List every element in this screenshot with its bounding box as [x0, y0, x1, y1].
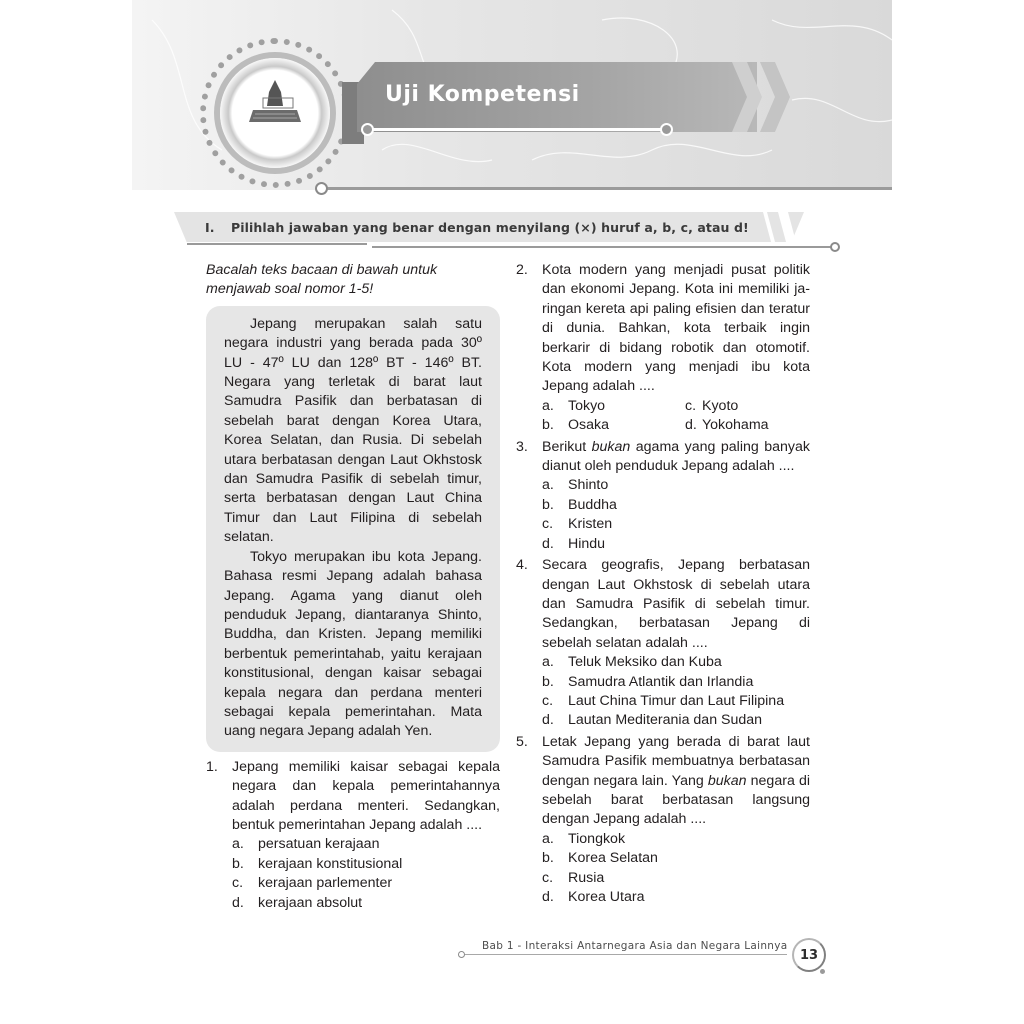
- option-text: Osaka: [568, 417, 610, 434]
- option-letter: a.: [542, 477, 554, 494]
- answer-option[interactable]: [542, 711, 810, 730]
- option-text: Tokyo: [568, 397, 606, 414]
- right-column: [516, 261, 810, 907]
- section-title: Uji Kompetensi: [385, 82, 580, 107]
- question-text: Kota modern yang menjadi pusat politik dan ekonomi Jepang. Kota ini memiliki ja-ringan kereta api paling efisien dan teratur di dunia. Bahkan, kota terbaik ingin berkarir di bidang robotik dan otomotif. Kota modern yang menjadi ibu kota Jepang adalah ....: [542, 262, 810, 395]
- question-emphasis: bukan: [707, 772, 747, 789]
- question-text: Jepang memiliki kaisar sebagai kepala negara dan kepala pemerintahannya adalah perdana menteri. Sedangkan, bentuk pemerintahan Jepang adalah ....: [232, 758, 500, 833]
- answer-option[interactable]: [542, 849, 810, 868]
- option-letter: d.: [542, 535, 554, 552]
- footer-divider: [465, 954, 787, 955]
- option-letter: a.: [542, 654, 554, 671]
- answer-option[interactable]: [232, 835, 500, 854]
- answer-option[interactable]: [685, 397, 810, 416]
- option-letter: c.: [542, 692, 554, 709]
- circle-node-icon: [361, 123, 374, 136]
- reading-intro: Bacalah teks bacaan di bawah untuk menjawab soal nomor 1-5!: [206, 262, 438, 298]
- option-text: Shinto: [568, 477, 609, 494]
- circle-node-icon: [830, 242, 840, 252]
- option-text: Yokohama: [702, 417, 769, 434]
- option-text: kerajaan absolut: [258, 894, 363, 911]
- book-page: [132, 0, 892, 1024]
- circle-node-icon: [458, 951, 465, 958]
- option-letter: b.: [542, 850, 554, 867]
- answer-option[interactable]: [232, 874, 500, 893]
- option-text: Rusia: [568, 869, 605, 886]
- option-letter: a.: [542, 397, 554, 414]
- option-text: Tiongkok: [568, 830, 626, 847]
- instruction-divider: [187, 243, 367, 245]
- question-number: 3.: [516, 438, 528, 455]
- answer-option[interactable]: [542, 692, 810, 711]
- answer-option[interactable]: [542, 496, 810, 515]
- option-text: Samudra Atlantik dan Irlandia: [568, 673, 754, 690]
- circle-node-icon: [660, 123, 673, 136]
- answer-option[interactable]: [542, 869, 810, 888]
- answer-option[interactable]: [542, 653, 810, 672]
- question-5: [516, 733, 810, 908]
- chapter-footer: Bab 1 - Interaksi Antarnegara Asia dan Negara Lainnya: [482, 940, 788, 952]
- answer-option[interactable]: [542, 673, 810, 692]
- question-text-part: Berikut: [542, 438, 592, 455]
- option-text: Korea Selatan: [568, 850, 658, 867]
- option-letter: b.: [542, 673, 554, 690]
- question-1: [206, 758, 500, 913]
- option-text: Teluk Meksiko dan Kuba: [568, 654, 722, 671]
- passage-paragraph: Jepang merupakan salah satu negara industri yang berada pada 30º LU - 47º LU dan 128º BT - 146º BT. Negara yang terletak di barat laut Samudra Pasifik dan berbatasan di sebelah barat dengan Korea Utara, Korea Selatan, dan Rusia. Di sebelah utara berbatasan dengan Laut Okhstosk dan Samudra Pasifik di sebelah timur, serta berbatasan dengan Laut China Timur dan Laut Filipina di sebelah selatan.: [224, 315, 482, 546]
- answer-option[interactable]: [542, 397, 685, 416]
- circle-node-icon: [315, 182, 328, 195]
- answer-option[interactable]: [232, 855, 500, 874]
- chapter-header-banner: [132, 0, 892, 190]
- question-4: [516, 556, 810, 731]
- question-text-part: Letak Jepang yang berada di barat laut Samudra Pasifik membuatnya berbatasan dengan negara lain. Yang: [542, 733, 810, 789]
- title-underline: [369, 128, 664, 131]
- question-text: Secara geografis, Jepang berbatasan dengan Laut Okhstosk di sebelah utara dan Samudra Pasifik di sebelah timur. Sedangkan, berbatasan Jepang di sebelah selatan adalah ....: [542, 557, 810, 651]
- left-column: [206, 261, 500, 913]
- option-text: Kristen: [568, 516, 613, 533]
- option-letter: d.: [685, 417, 697, 434]
- page-number: 13: [792, 938, 826, 972]
- question-text-part: agama yang paling banyak dianut oleh penduduk Jepang adalah ....: [542, 438, 810, 475]
- option-text: Korea Utara: [568, 889, 645, 905]
- option-letter: a.: [232, 836, 244, 853]
- option-text: Buddha: [568, 496, 617, 513]
- question-emphasis: bukan: [591, 438, 631, 455]
- reading-passage: [206, 306, 500, 752]
- option-letter: d.: [542, 889, 554, 905]
- option-letter: b.: [542, 496, 554, 513]
- answer-option[interactable]: [542, 888, 810, 907]
- option-letter: d.: [542, 712, 554, 729]
- option-letter: a.: [542, 830, 554, 847]
- answer-option[interactable]: [542, 515, 810, 534]
- option-letter: c.: [685, 397, 697, 414]
- option-text: persatuan kerajaan: [258, 836, 380, 853]
- answer-option[interactable]: [542, 416, 685, 435]
- answer-option[interactable]: [542, 535, 810, 554]
- dot-decoration: [820, 969, 825, 974]
- question-number: 5.: [516, 733, 528, 750]
- option-text: Hindu: [568, 535, 606, 552]
- question-text: [542, 733, 810, 830]
- question-number: 1.: [206, 758, 218, 775]
- option-letter: c.: [232, 875, 244, 892]
- passage-paragraph: Tokyo merupakan ibu kota Jepang. Bahasa resmi Jepang adalah bahasa Jepang. Agama yang dianut oleh penduduk Jepang, diantaranya Shinto, Buddha, dan Kristen. Jepang memiliki berbentuk pemerintahab, yaitu kerajaan konstitusional, dengan kaisar sebagai kepala negara dan perdana menteri sebagai kepala pemerintahan. Mata uang negara Jepang adalah Yen.: [224, 548, 482, 740]
- option-text: kerajaan parlementer: [258, 875, 393, 892]
- option-text: kerajaan konstitusional: [258, 855, 403, 872]
- question-2: [516, 261, 810, 436]
- option-text: Kyoto: [702, 397, 739, 414]
- question-text: [542, 438, 810, 477]
- option-letter: d.: [232, 894, 244, 911]
- temple-laptop-icon: [247, 78, 303, 126]
- answer-option[interactable]: [542, 476, 810, 495]
- option-letter: b.: [232, 855, 244, 872]
- answer-option[interactable]: [232, 894, 500, 913]
- header-divider: [322, 187, 892, 190]
- option-letter: c.: [542, 516, 554, 533]
- answer-option[interactable]: [685, 416, 810, 435]
- instruction-label: Pilihlah jawaban yang benar dengan menyilang (×) huruf a, b, c, atau d!: [231, 220, 749, 235]
- instruction-text: [205, 220, 749, 235]
- question-text-part: negara di sebelah barat berbatasan langsung dengan Jepang adalah ....: [542, 772, 810, 828]
- option-letter: b.: [542, 417, 554, 434]
- answer-option[interactable]: [542, 830, 810, 849]
- option-text: Lautan Mediterania dan Sudan: [568, 712, 763, 729]
- instruction-divider: [372, 246, 832, 248]
- option-letter: c.: [542, 869, 554, 886]
- question-number: 4.: [516, 557, 528, 574]
- question-number: 2.: [516, 262, 528, 278]
- question-3: [516, 438, 810, 554]
- section-number: I.: [205, 220, 215, 235]
- option-text: Laut China Timur dan Laut Filipina: [568, 692, 785, 709]
